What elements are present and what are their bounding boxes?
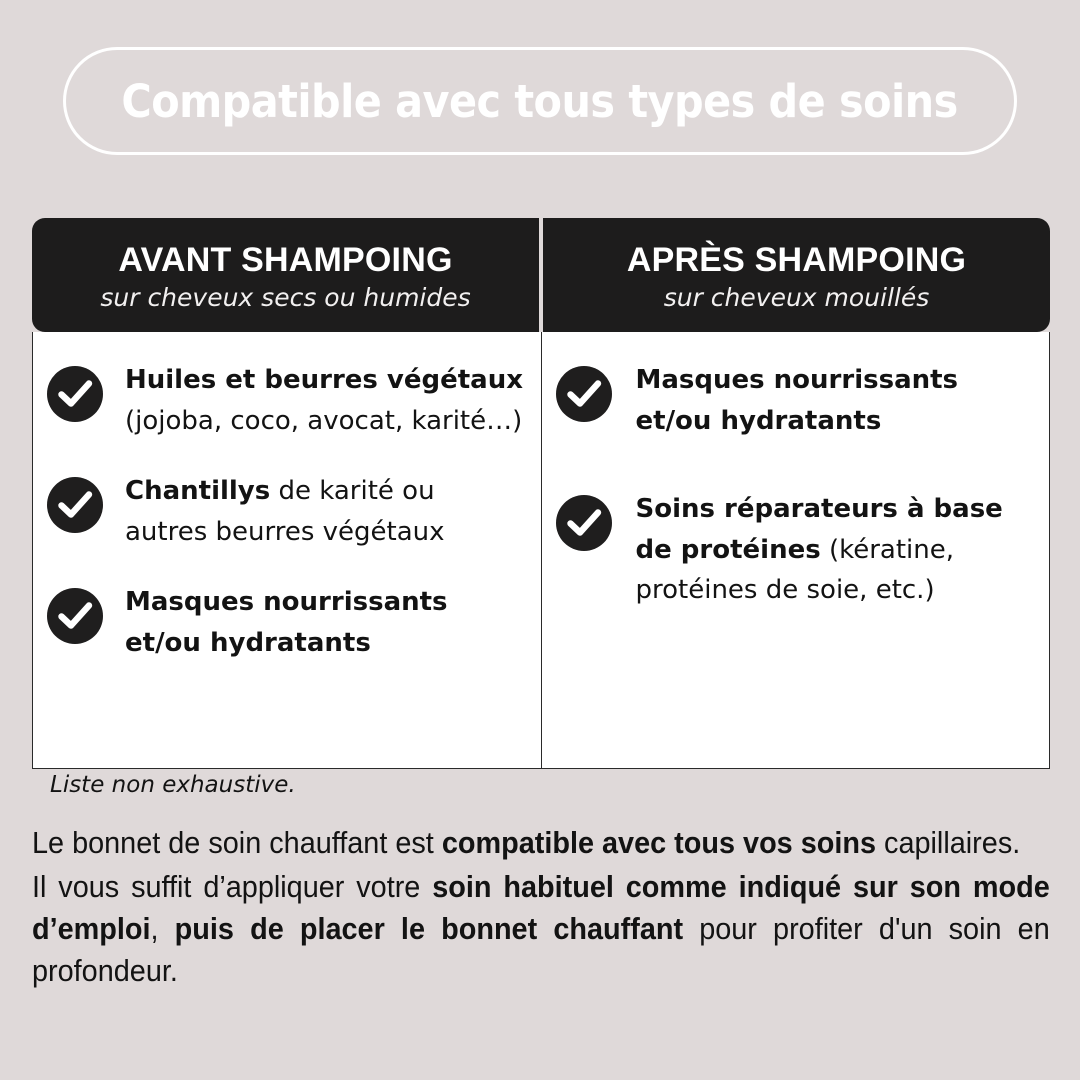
- paragraph-2-part-2: ,: [150, 910, 175, 946]
- list-item-bold: Chantillys: [125, 476, 271, 507]
- list-item-text: [125, 471, 525, 552]
- list-item-rest: (jojoba, coco, avocat, karité…): [125, 405, 523, 436]
- list-item: [556, 360, 1036, 441]
- list-item-bold: Masques nourrissants et/ou hydratants: [635, 365, 959, 436]
- column-apres-shampoing: [542, 332, 1050, 768]
- paragraph-2-bold-2: puis de placer le bonnet chauffant: [174, 910, 684, 946]
- paragraph-2-part-3: pour profiter d'un soin en profondeur.: [32, 910, 1050, 988]
- page-title: Compatible avec tous types de soins: [121, 74, 959, 128]
- paragraph-1: [32, 822, 1050, 864]
- column-subtitle-avant: sur cheveux secs ou humides: [100, 282, 471, 312]
- list-item-text: [125, 582, 525, 663]
- list-item-bold: Masques nourrissants et/ou hydratants: [125, 587, 448, 658]
- column-title-apres: APRÈS SHAMPOING: [626, 240, 967, 279]
- list-item-text: [636, 360, 1036, 441]
- check-icon: [47, 477, 103, 533]
- banner-pill: [63, 47, 1017, 155]
- paragraph-2-bold-1: soin habituel comme indiqué sur son mode d’emploi: [32, 868, 1050, 946]
- paragraph-2-part-1: Il vous suffit d’appliquer votre: [32, 868, 433, 904]
- check-icon: [556, 495, 612, 551]
- list-item-rest: (kératine, protéines de soie, etc.): [635, 534, 955, 606]
- paragraph-2: [32, 866, 1050, 992]
- list-item: [47, 582, 527, 663]
- paragraph-1-bold-1: compatible avec tous vos soins: [441, 825, 877, 860]
- paragraph-1-part-1: Le bonnet de soin chauffant est: [32, 825, 442, 860]
- check-icon: [47, 588, 103, 644]
- table-body: [32, 332, 1050, 769]
- table-header-avant: [32, 218, 539, 332]
- body-copy: [32, 822, 1050, 991]
- list-item: [556, 489, 1036, 611]
- table-header-apres: [543, 218, 1050, 332]
- list-item-bold: Soins réparateurs à base de protéines: [635, 494, 1003, 565]
- list-item: [47, 471, 527, 552]
- column-subtitle-apres: sur cheveux mouillés: [663, 282, 930, 312]
- paragraph-1-part-2: capillaires.: [876, 825, 1021, 860]
- list-item-text: [636, 489, 1036, 611]
- table-footnote: Liste non exhaustive.: [50, 772, 296, 798]
- check-icon: [556, 366, 612, 422]
- list-item: [47, 360, 527, 441]
- list-item-rest: de karité ou autres beurres végétaux: [125, 476, 445, 547]
- list-item-bold: Huiles et beurres végétaux: [125, 365, 524, 395]
- table-header-row: [32, 218, 1050, 332]
- list-item-text: [125, 360, 525, 441]
- check-icon: [47, 366, 103, 422]
- column-title-avant: AVANT SHAMPOING: [118, 240, 453, 279]
- column-avant-shampoing: [33, 332, 542, 768]
- comparison-table: [32, 218, 1050, 769]
